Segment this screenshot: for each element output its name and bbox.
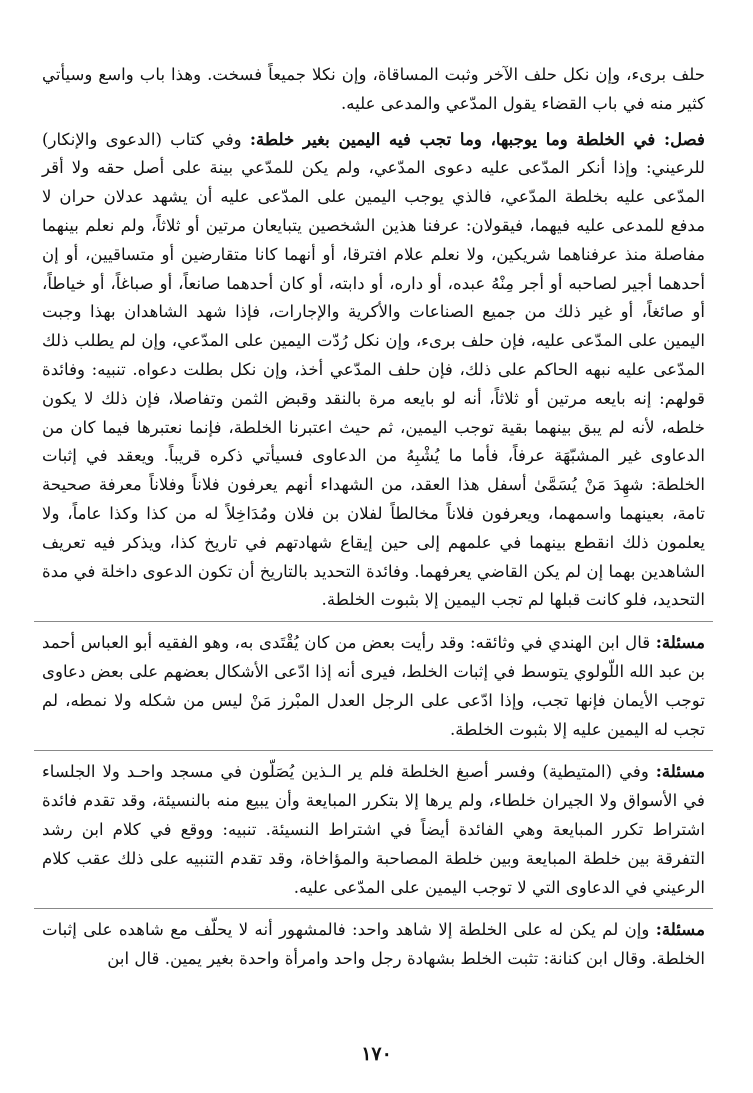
paragraph-4-heading: مسئلة:	[655, 761, 705, 782]
paragraph-5-heading: مسئلة:	[655, 919, 705, 940]
divider	[34, 621, 713, 622]
paragraph-1-text: حلف برىء، وإن نكل حلف الآخر وثبت المساقاة، وإن نكلا جميعاً فسخت. وهذا باب واسع وسيأتي كثير منه في باب القضاء يقول المدّعي والمدعى عليه.	[42, 65, 705, 113]
paragraph-2-heading: فصل: في الخلطة وما يوجبها، وما تجب فيه اليمين بغير خلطة:	[249, 128, 705, 149]
paragraph-5	[42, 915, 705, 974]
divider	[34, 908, 713, 909]
paragraph-1	[42, 60, 705, 119]
paragraph-3-text: قال ابن الهندي في وثائقه: وقد رأيت بعض من كان يُقْتَدى به، وهو الفقيه أبو العباس أحمد بن عبد الله اللّولوي يتوسط في إثبات الخلط، فيرى أنه إذا ادّعى الأشكال بعضهم على بعض دعاوى توجب الأيمان فإنها تجب، وإذا ادّعى على الرجل العدل المبْرز مَنْ ليس من شكله ولا نمطه، لم تجب له اليمين عليه إلا بثبوت الخلطة.	[42, 633, 705, 739]
paragraph-5-text: وإن لم يكن له على الخلطة إلا شاهد واحد: فالمشهور أنه لا يحلّف مع شاهده على إثبات الخلطة. وقال ابن كنانة: تثبت الخلط بشهادة رجل واحد وامرأة واحدة بغير يمين. قال ابن	[42, 920, 705, 969]
paragraph-4	[42, 757, 705, 902]
paragraph-3-heading: مسئلة:	[655, 632, 705, 653]
divider	[34, 750, 713, 751]
paragraph-2-text: وفي كتاب (الدعوى والإنكار) للرعيني: وإذا أنكر المدّعى عليه دعوى المدّعي، ولم يكن للمدّعي بينة على أصل حقه ولا أقر المدّعى عليه بخلطة المدّعي، فالذي يوجب اليمين على المدّعى عليه أن يشهد عدلان حران لا مدفع للمدعى عليه فيهما، فيقولان: عرفنا هذين الشخصين يتبايعان مرتين أو ثلاثاً، ولم نعلم بينهما مفاصلة منذ عرفناهما شريكين، ولا نعلم علام افترقا، أو أنهما كانا متقارضين أو متساقيين، أو إن أحدهما أجير لصاحبه أو أجر مِنْهُ عبده، أو داره، أو دابته، أو كان أحدهما صانعاً، أو صباغاً، أو خياطاً، أو صائغاً، أو غير ذلك من جميع الصناعات والأكرية والإجارات، فإذا شهد الشاهدان بهذا وجبت اليمين على المدّعى عليه، فإن حلف برىء، وإن نكل رُدّت اليمين على المدّعي، وإن لم يطلب ذلك المدّعى عليه نبهه الحاكم على ذلك، فإن حلف المدّعي أخذ، وإن نكل بطلت دعواه. تنبيه: وفائدة قولهم: إنه بايعه مرتين أو ثلاثاً، أنه لو بايعه مرة بالنقد وقبض الثمن وتفاصلا، فإن ذلك لا يكون خلطه، لأنه لم يبق بينهما بقية توجب اليمين، ثم حيث اعتبرنا الخلطة، فإنما نعتبرها فيما كان من الدعاوى غير المشبّهَة عرفاً، فأما ما يُشْبِهُ من الدعاوى فسيأتي ذكره قريباً. ويعقد في إثبات الخلطة: شهِدَ مَنْ يُسَمَّىٰ أسفل هذا العقد، من الشهداء أنهم يعرفون فلاناً وفلاناً معرفة صحيحة تامة، بعينهما واسمهما، ويعرفون فلاناً مخالطاً لفلان بن فلان ومُدَاخِلاً له من كذا وكذا عاماً، ولا يعلمون ذلك انقطع بينهما في علمهم إلى حين إيقاع شهادتهم في تاريخ كذا، ويذكر فيه تعريف الشاهدين بهما إن لم يكن القاضي يعرفهما. وفائدة التحديد بالتاريخ أن تكون الدعوى داخلة في مدة التحديد، فلو كانت قبلها لم تجب اليمين إلا بثبوت الخلطة.	[42, 129, 705, 610]
paragraph-2	[42, 125, 705, 616]
paragraph-3	[42, 628, 705, 744]
paragraph-4-text: وفي (المتيطية) وفسر أصبغ الخلطة فلم ير الـذين يُصَلّون في مسجد واحـد ولا الجلساء في الأسواق ولا الجيران خلطاء، ولم يرها إلا بتكرر المبايعة وأن يبيع منه بالنسيئة، وقد تقدم فائدة اشتراط تكرر المبايعة وهي الفائدة أيضاً في اشتراط النسيئة. تنبيه: ووقع في كلام ابن رشد التفرقة بين خلطة المبايعة وبين خلطة المصاحبة والمؤاخاة، وقد تقدم التنبيه على ذلك عقب كلام الرعيني في الدعاوى التي لا توجب اليمين على المدّعى عليه.	[42, 762, 705, 897]
page-number: ١٧٠	[361, 1043, 392, 1065]
